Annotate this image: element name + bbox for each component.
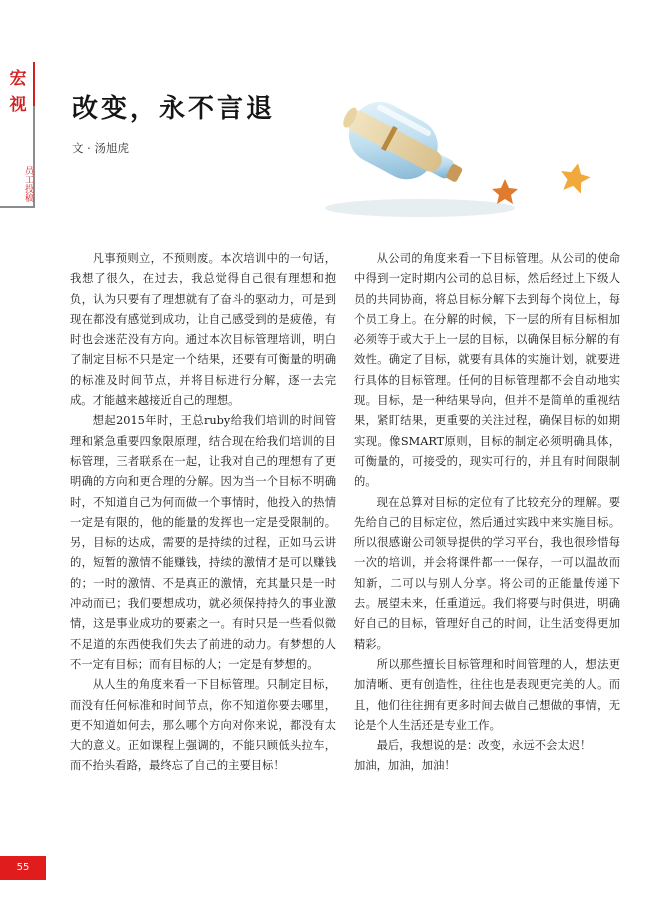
starfish-icon xyxy=(492,179,518,204)
paragraph: 想起2015年时，王总ruby给我们培训的时间管理和紧急重要四象限原理，结合现在给我们培训的目标管理，三者联系在一起，让我对自己的理想有了更明确的方向和更合理的分解。因为当一个目标不明确时，不知道自己为何而做一个事情时，他投入的热情一定是有限的，他的能量的发挥也一定是受限制的。另，目标的达成，需要的是持续的过程，正如马云讲的，短暂的激情不能赚钱，持续的激情才是可以赚钱的；一时的激情、不是真正的激情，充其量只是一时冲动而已；我们要想成功，就必须保持持久的事业激情，这是事业成功的要素之一。有时只是一些看似微不足道的东西使我们失去了前进的动力。有梦想的人不一定有目标；而有目标的人；一定是有梦想的。 xyxy=(70,414,336,671)
paragraph: 最后，我想说的是：改变，永远不会太迟！ xyxy=(376,739,592,753)
section-title: 宏视 xyxy=(9,69,27,115)
article-author: 文 · 汤旭虎 xyxy=(72,141,129,155)
section-accent-rule xyxy=(33,62,35,106)
section-rule-foot xyxy=(0,206,35,208)
section-subtitle: 员工投稿 xyxy=(23,166,33,202)
paragraph: 凡事预则立，不预则废。本次培训中的一句话，我想了很久，在过去，我总觉得自己很有理想和抱负，认为只要有了理想就有了奋斗的驱动力，可是到现在都没有感觉到成功，让自己感受到的是疲倦，有时也会迷茫没有方向。通过本次目标管理培训，明白了制定目标不只是定一个结果，还要有可衡量的明确的标准及时间节点，并将目标进行分解，逐一去完成。才能越来越接近自己的理想。 xyxy=(70,252,336,408)
section-marker xyxy=(0,62,34,212)
paragraph: 现在总算对目标的定位有了比较充分的理解。要先给自己的目标定位，然后通过实践中来实施目标。所以很感谢公司领导提供的学习平台，我也很珍惜每一次的培训，并会将课件都一一保存，一可以温故而知新，二可以与别人分享。将公司的正能量传递下去。展望未来，任重道远。我们将要与时俱进，明确好自己的目标，管理好自己的时间，让生活变得更加精彩。 xyxy=(354,495,620,651)
paragraph: 加油，加油，加油！ xyxy=(354,759,456,773)
bottle-illustration xyxy=(300,100,610,220)
article-column-right xyxy=(354,249,620,777)
bottle-icon xyxy=(331,100,474,203)
paragraph: 从公司的角度来看一下目标管理。从公司的使命中得到一定时期内公司的总目标，然后经过上下级人员的共同协商，将总目标分解下去到每个岗位上，每个员工身上。在分解的时候，下一层的所有目标相加必须等于或大于上一层的目标，以确保目标分解的有效性。确定了目标，就要有具体的实施计划，就要进行具体的目标管理。任何的目标管理都不会自动地实现。目标，是一种结果导向，但并不是简单的重视结果，紧盯结果，更重要的关注过程，确保目标的如期实现。像SMART原则，目标的制定必须明确具体，可衡量的，可接受的，现实可行的，并且有时间限制的。 xyxy=(354,252,620,489)
bottle-shadow xyxy=(325,199,515,217)
paragraph: 从人生的角度来看一下目标管理。只制定目标，而没有任何标准和时间节点，你不知道你要去哪里，更不知道如何去，那么哪个方向对你来说，都没有太大的意义。正如课程上强调的，不能只顾低头拉车，而不抬头看路，最终忘了自己的主要目标！ xyxy=(70,678,336,773)
paragraph: 所以那些擅长目标管理和时间管理的人，想法更加清晰、更有创造性，往往也是表现更完美的人。而且，他们往往拥有更多时间去做自己想做的事情，无论是个人生活还是专业工作。 xyxy=(354,657,620,732)
article-column-left xyxy=(70,249,336,777)
starfish-icon xyxy=(557,160,592,195)
article-title: 改变，永不言退 xyxy=(72,94,276,124)
page-number: 55 xyxy=(0,856,46,880)
